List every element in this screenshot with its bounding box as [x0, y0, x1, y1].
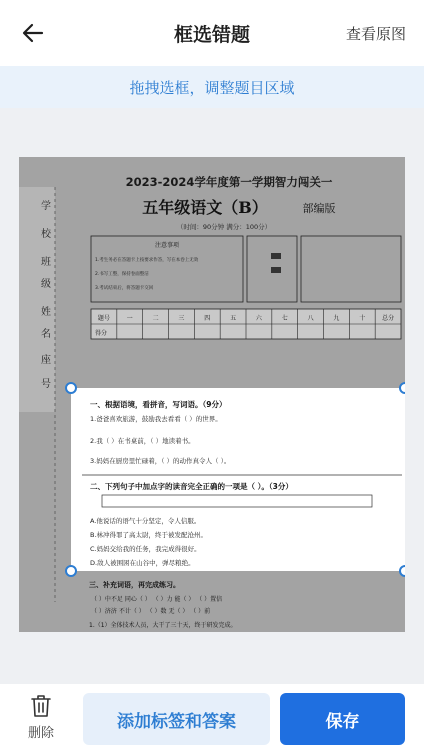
- exam-paper-image: [19, 157, 405, 632]
- side-label: 号: [41, 379, 51, 390]
- score-table-header: 三: [178, 315, 185, 322]
- score-table-header: 十: [359, 315, 366, 322]
- selection-handle-bottom-right[interactable]: [399, 565, 405, 577]
- score-table-header: 四: [204, 315, 211, 322]
- back-button[interactable]: [18, 18, 48, 48]
- score-table-header: 五: [230, 315, 237, 322]
- paper-subject: 五年级语文（B）: [142, 198, 268, 217]
- notice-line: 1.考生务必在答题卡上按要求作答，写在本卷上无效: [95, 258, 199, 263]
- selection-handle-top-right[interactable]: [399, 382, 405, 394]
- side-label: 级: [41, 279, 51, 290]
- q3-items-row1: （ ）中不足 同心（ ） （ ）力 能（ ） （ ）置信: [91, 596, 223, 603]
- q1-line: 3.妈妈在厨房里忙碌着，（ ）的动作真令人（ ）。: [90, 457, 231, 465]
- side-label: 班: [41, 257, 51, 268]
- side-label: 姓: [41, 307, 51, 318]
- notice-title: 注意事项: [154, 242, 180, 249]
- view-original-button[interactable]: 查看原图: [345, 25, 406, 43]
- q1-line: 1.爸爸喜欢旅游，鼓励我去看看（ ）的世界。: [90, 415, 222, 423]
- delete-label: 删除: [27, 726, 54, 741]
- q2-option: B.林冲得罪了高太尉，终于被发配沧州。: [90, 531, 208, 539]
- q2-option: C.妈妈交给我的任务，我完成得很好。: [90, 545, 201, 553]
- q2-option: A.他说话的语气十分坚定，令人信服。: [90, 517, 201, 525]
- arrow-left-icon: [22, 22, 44, 44]
- score-table-header: 一: [126, 315, 133, 322]
- delete-button[interactable]: [18, 694, 64, 748]
- q3-items-row2: （ ）济济 不计（ ） （ ）数 无（ ） （ ）前: [91, 608, 211, 615]
- page-title: 框选错题: [173, 24, 250, 46]
- add-tag-answer-button[interactable]: 添加标签和答案: [83, 693, 270, 745]
- q3-title: 三、补充词语，再完成练习。: [89, 581, 180, 589]
- selection-handle-top-left[interactable]: [65, 382, 77, 394]
- notice-line: 3.考试结束后，将答题卡交回: [95, 286, 154, 291]
- bottom-action-bar: [0, 684, 424, 754]
- paper-edition: 部编版: [302, 202, 336, 215]
- selected-question-drawing: [72, 389, 405, 571]
- paper-time-info: （时间：90分钟 满分：100分）: [176, 223, 272, 231]
- paper-heading: 2023-2024学年度第一学期智力闯关一: [125, 175, 333, 189]
- q4-line: 1.（1）全体技术人员，大干了三十天，终于研发完成。: [89, 622, 237, 629]
- score-table-header: 八: [307, 315, 314, 322]
- side-label: 学: [41, 201, 51, 212]
- side-label: 校: [41, 229, 51, 240]
- score-table-header: 六: [255, 315, 262, 322]
- selection-box[interactable]: [71, 388, 405, 571]
- hint-text: 拖拽选框，调整题目区域: [129, 78, 295, 97]
- score-table-header: 七: [281, 315, 288, 322]
- score-table-header: 题号: [97, 315, 110, 322]
- crop-canvas[interactable]: [0, 108, 424, 684]
- q2-title: 二、下列句子中加点字的读音完全正确的一项是（ ）。（3分）: [90, 482, 293, 491]
- score-row-label: 得分: [95, 330, 108, 337]
- score-table-header: 九: [333, 315, 340, 322]
- q2-option: D.敌人被围困在山谷中，弹尽粮绝。: [90, 559, 195, 567]
- side-label: 座: [41, 355, 51, 366]
- selection-handle-bottom-left[interactable]: [65, 565, 77, 577]
- side-label: 名: [41, 329, 51, 340]
- save-button[interactable]: 保存: [280, 693, 405, 745]
- notice-line: 2.书写工整，保持卷面整洁: [95, 272, 149, 277]
- q1-line: 2.我（ ）在书桌前，（ ）地读着书。: [90, 437, 195, 445]
- hint-bar: [0, 66, 424, 108]
- score-table-header: 总分: [382, 315, 395, 322]
- score-table-header: 二: [152, 315, 159, 322]
- top-bar: [0, 0, 424, 66]
- q1-title: 一、根据语境，看拼音，写词语。（9分）: [90, 400, 227, 409]
- trash-icon: [30, 694, 52, 718]
